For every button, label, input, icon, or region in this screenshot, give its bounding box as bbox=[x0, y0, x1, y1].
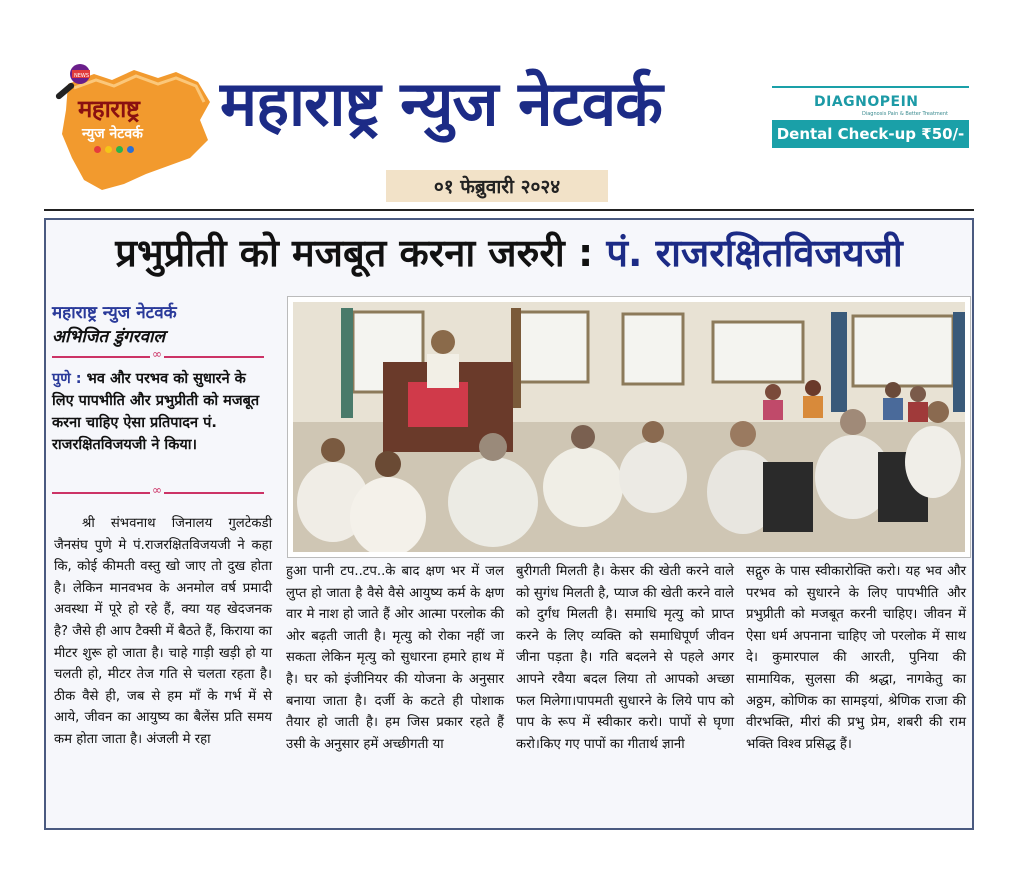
divider-ornament-icon: ∞ bbox=[152, 483, 162, 497]
article-intro bbox=[52, 368, 264, 456]
article-column-4: सद्गुरु के पास स्वीकारोक्ति करो। यह भव और परभव को सुधारने के लिए पापभीति और प्रभुप्रीती को मजबूत करनी चाहिए। जीवन में ऐसा धर्म अपनाना चाहिए जो परलोक में साथ दे। कुमारपाल की आरती, पुनिया की सामायिक, सुलसा की श्रद्धा, नागकेतु का अठ्ठम, कोणिक का सामइयां, श्रेणिक राजा की वीरभक्ति, मीरां की प्रभु प्रेम, शबरी की राम भक्ति विश्व प्रसिद्ध हैं। bbox=[746, 564, 966, 752]
headline bbox=[46, 226, 972, 278]
article-column-3: बुरीगती मिलती है। केसर की खेती करने वाले को सुगंध मिलती है, प्याज की खेती करने वाले को दुर्गंध मिलती है। समाधि मृत्यु को प्राप्त करने के लिए व्यक्ति को समाधिपूर्ण जीवन जीना पड़ता है। गति बदलने से पहले अगर आपने रवैया बदल लिया तो आपको अच्छा फल मिलेगा।पापमती सुधारने के लिये पाप को पाप के रूप में स्वीकार करो। पापों से घृणा करो।किए गए पापों का गीतार्थ ज्ञानी bbox=[516, 564, 734, 752]
advertisement-banner[interactable] bbox=[772, 86, 969, 148]
ad-brand: DIAGNOPEIN bbox=[814, 94, 919, 110]
ad-offer: Dental Check-up ₹50/- bbox=[772, 120, 969, 148]
masthead-title: महाराष्ट्र न्युज नेटवर्क bbox=[220, 67, 662, 140]
ad-top-line bbox=[772, 86, 969, 88]
intro-location: पुणे : bbox=[52, 371, 82, 387]
publication-date: ०१ फेब्रुवारी २०२४ bbox=[386, 170, 608, 202]
masthead-rule bbox=[44, 209, 974, 211]
logo-dots bbox=[94, 146, 134, 153]
headline-speaker: पं. राजरक्षितविजयजी bbox=[606, 231, 903, 275]
logo-subtitle: न्युज नेटवर्क bbox=[82, 126, 143, 142]
photo-scene bbox=[293, 302, 965, 552]
logo-title: महाराष्ट्र bbox=[78, 95, 140, 123]
newspaper-logo bbox=[50, 62, 220, 200]
article-frame bbox=[44, 218, 974, 830]
microphone-icon bbox=[50, 62, 94, 102]
article-photo bbox=[288, 297, 970, 557]
intro-text: भव और परभव को सुधारने के लिए पापभीति और प्रभुप्रीती को मजबूत करना चाहिए ऐसा प्रतिपादन पं. राजरक्षितविजयजी ने किया। bbox=[52, 371, 260, 453]
article-column-1: श्री संभवनाथ जिनालय गुलटेकडी जैनसंघ पुणे मे पं.राजरक्षितविजयजी ने कहा कि, कोई कीमती वस्तु खो जाए तो दुख होता है। लेकिन मानवभव के अनमोल वर्ष प्रमादी अवस्था में पूरे हो रहे हैं, क्या यह खेदजनक है? जैसे ही आप टैक्सी में बैठते हैं, किराया का मीटर शुरू हो जाता है। चाहे गाड़ी खड़ी हो या चलती हो, मीटर तेज गति से चलता रहता है। ठीक वैसे ही, जब से हम माँ के गर्भ में से आये, जीवन का आयुष्य का बैलेंस प्रति समय कम होता जाता है। अंजली मे रहा bbox=[54, 516, 272, 747]
divider-ornament-icon: ∞ bbox=[152, 347, 162, 361]
mic-label: NEWS bbox=[74, 73, 90, 79]
ad-tagline: Diagnosis Pain & Better Treatment bbox=[862, 111, 948, 117]
byline-author: अभिजित डुंगरवाल bbox=[52, 327, 165, 347]
byline-organization: महाराष्ट्र न्युज नेटवर्क bbox=[52, 303, 177, 323]
headline-main: प्रभुप्रीती को मजबूत करना जरुरी : bbox=[115, 231, 594, 275]
article-column-2: हुआ पानी टप..टप..के बाद क्षण भर में जल लुप्त हो जाता है वैसे वैसे आयुष्य कर्म के क्षण वार मे नाश हो जाते हैं ओर आत्मा परलोक की ओर बढ़ती जाती है। मृत्यु को रोका नहीं जा सकता लेकिन मृत्यु को सुधारना हमारे हाथ में है। घर को इंजीनियर की योजना के अनुसार बनाया जाता है। दर्जी के कटते ही पोशाक तैयार हो जाती है। हम जिस प्रकार रहते हैं उसी के अनुसार हमें अच्छीगती या bbox=[286, 564, 504, 752]
